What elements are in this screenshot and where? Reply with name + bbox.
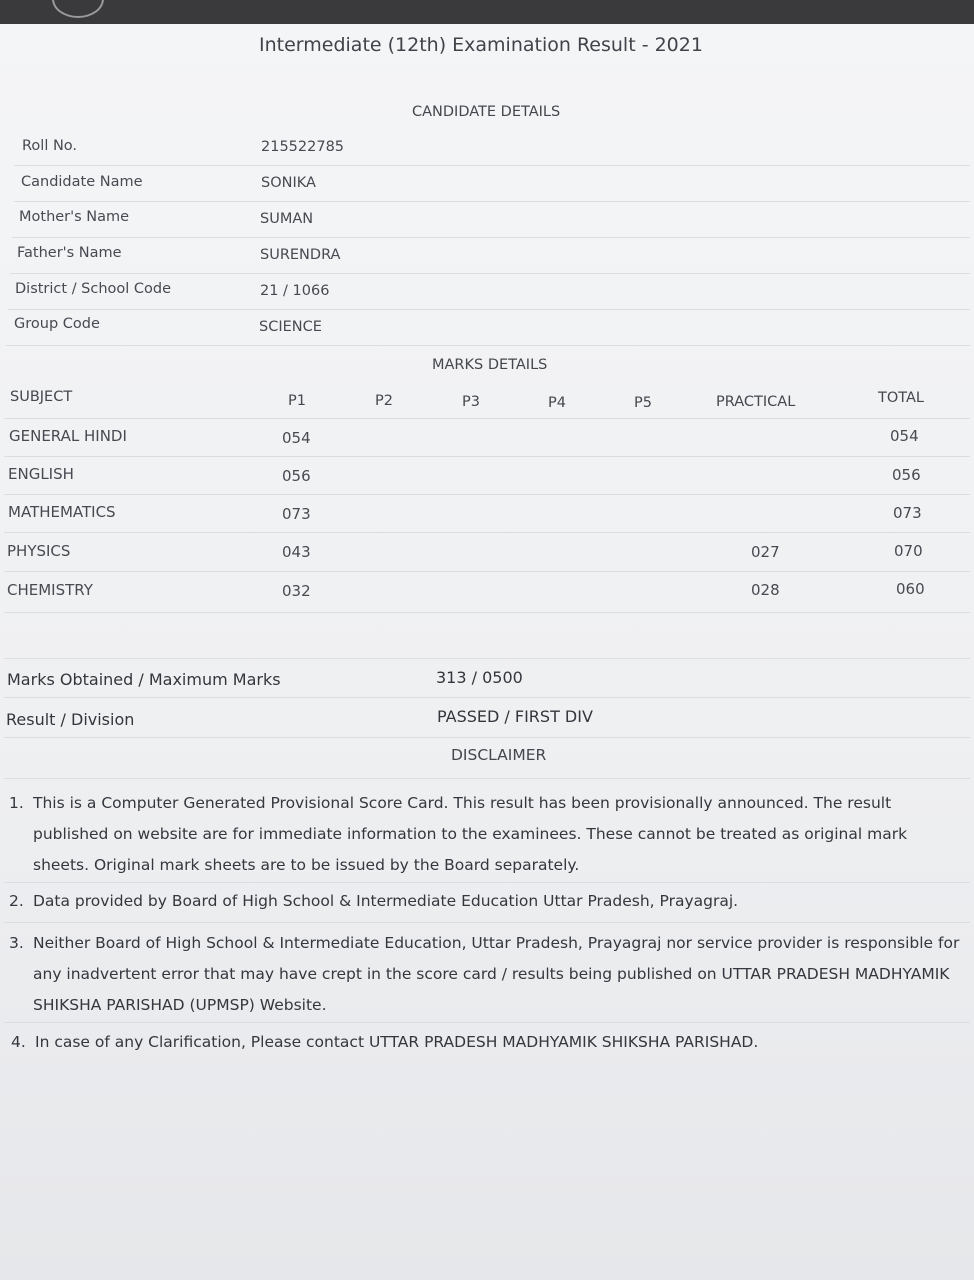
result-division-value: PASSED / FIRST DIV [437, 707, 593, 726]
total-cell: 060 [896, 580, 925, 598]
subject-cell: PHYSICS [7, 542, 71, 560]
fathers-name-label: Father's Name [17, 245, 122, 261]
board-emblem-icon [52, 0, 104, 18]
list-item: 1. This is a Computer Generated Provisional Score Card. This result has been provisionally announced. The result published on website are for immediate information to the examinees. These cannot be treated as original mark sheets. Original mark sheets are to be issued by the Board separately. [9, 794, 908, 874]
total-cell: 056 [892, 466, 921, 484]
result-division-label: Result / Division [6, 710, 135, 729]
roll-no-label: Roll No. [22, 138, 78, 154]
p1-cell: 043 [282, 543, 311, 561]
marks-details-heading: MARKS DETAILS [432, 357, 548, 373]
mothers-name-value: SUMAN [260, 211, 314, 227]
candidate-name-value: SONIKA [261, 175, 316, 191]
total-cell: 070 [894, 542, 923, 560]
p1-cell: 054 [282, 429, 311, 447]
disclaimer-heading: DISCLAIMER [451, 746, 547, 764]
subject-cell: GENERAL HINDI [9, 427, 127, 445]
header-banner [0, 0, 974, 24]
district-school-code-value: 21 / 1066 [260, 283, 330, 299]
col-total: TOTAL [878, 390, 924, 406]
subject-cell: ENGLISH [8, 465, 74, 483]
mothers-name-label: Mother's Name [19, 209, 130, 225]
result-sheet [0, 24, 974, 1280]
marks-obtained-value: 313 / 0500 [436, 668, 523, 687]
subject-cell: MATHEMATICS [8, 503, 116, 521]
col-p1: P1 [288, 393, 306, 409]
p1-cell: 032 [282, 582, 311, 600]
total-cell: 054 [890, 427, 919, 445]
practical-cell: 028 [751, 581, 780, 599]
list-item: 4. In case of any Clarification, Please contact UTTAR PRADESH MADHYAMIK SHIKSHA PARISHAD. [11, 1033, 759, 1051]
p1-cell: 073 [282, 505, 311, 523]
col-p2: P2 [375, 393, 393, 409]
district-school-code-label: District / School Code [15, 281, 172, 297]
list-item: 3. Neither Board of High School & Intermediate Education, Uttar Pradesh, Prayagraj nor service provider is responsible for any inadvertent error that may have crept in the score card / results being published on UTTAR PRADESH MADHYAMIK SHIKSHA PARISHAD (UPMSP) Website. [9, 934, 960, 1014]
candidate-details-heading: CANDIDATE DETAILS [412, 104, 561, 120]
candidate-name-label: Candidate Name [21, 174, 143, 190]
group-code-value: SCIENCE [259, 319, 322, 335]
page-title: Intermediate (12th) Examination Result - 2021 [259, 34, 703, 56]
list-item: 2. Data provided by Board of High School & Intermediate Education Uttar Pradesh, Prayagraj. [9, 892, 739, 910]
fathers-name-value: SURENDRA [260, 247, 341, 263]
group-code-label: Group Code [14, 316, 100, 332]
col-subject: SUBJECT [10, 389, 73, 405]
col-practical: PRACTICAL [716, 394, 796, 410]
roll-no-value: 215522785 [261, 139, 345, 155]
subject-cell: CHEMISTRY [7, 581, 93, 599]
col-p5: P5 [634, 395, 652, 411]
marks-obtained-label: Marks Obtained / Maximum Marks [7, 670, 281, 689]
p1-cell: 056 [282, 467, 311, 485]
col-p3: P3 [462, 394, 480, 410]
total-cell: 073 [893, 504, 922, 522]
col-p4: P4 [548, 395, 566, 411]
practical-cell: 027 [751, 543, 780, 561]
